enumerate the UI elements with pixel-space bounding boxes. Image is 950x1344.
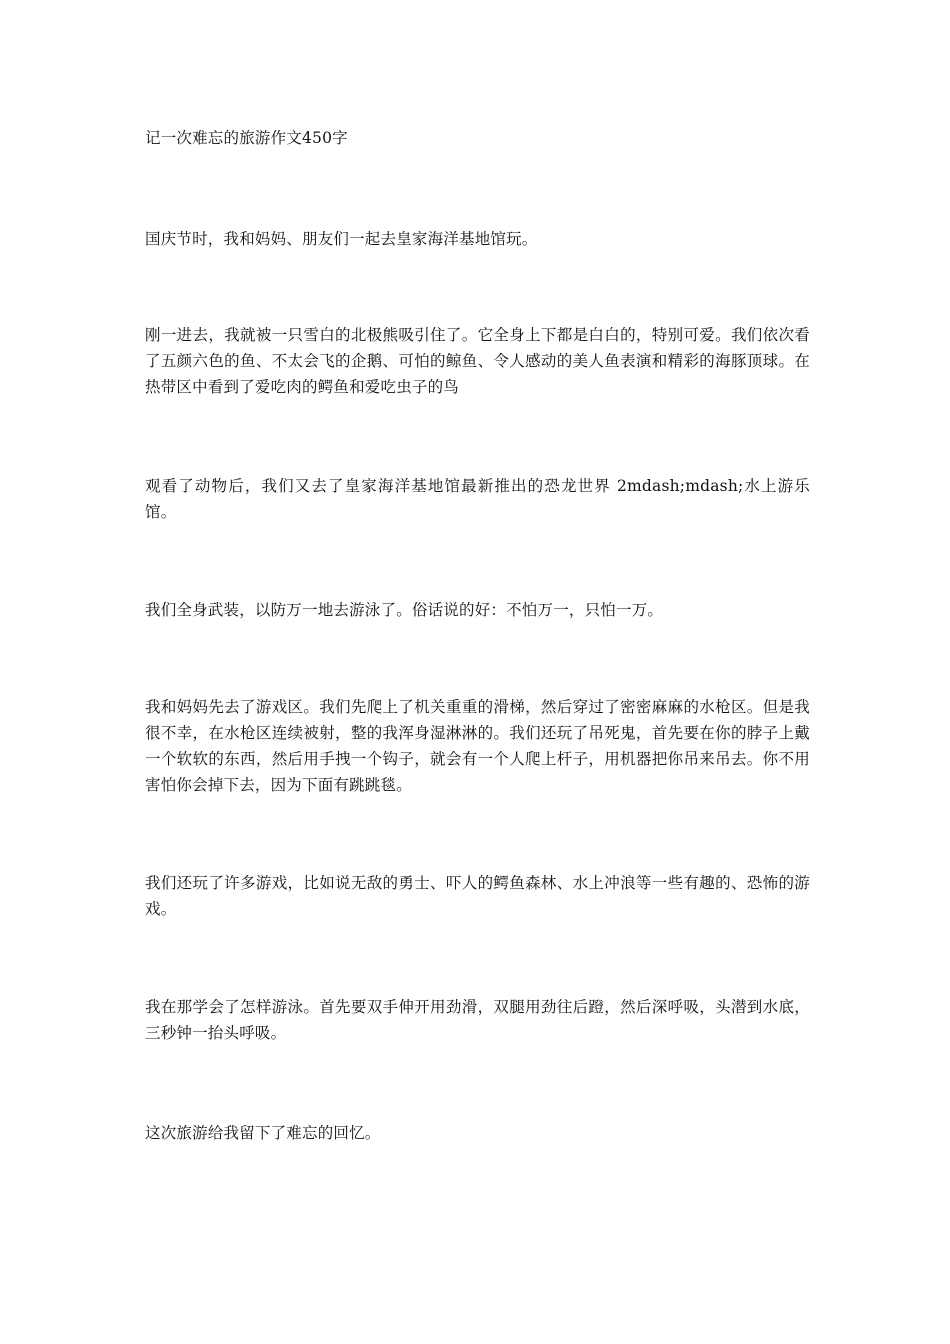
paragraph: 我们全身武装，以防万一地去游泳了。俗话说的好：不怕万一，只怕一万。 <box>145 601 664 619</box>
paragraph: 观看了动物后，我们又去了皇家海洋基地馆最新推出的恐龙世界 2mdash;mdash;水上游乐馆。 <box>145 477 810 521</box>
document-title: 记一次难忘的旅游作文450字 <box>145 129 348 147</box>
paragraph: 我和妈妈先去了游戏区。我们先爬上了机关重重的滑梯，然后穿过了密密麻麻的水枪区。但是我很不幸，在水枪区连续被射，整的我浑身湿淋淋的。我们还玩了吊死鬼，首先要在你的脖子上戴一个软软的东西，然后用手拽一个钩子，就会有一个人爬上杆子，用机器把你吊来吊去。你不用害怕你会掉下去，因为下面有跳跳毯。 <box>145 698 810 794</box>
paragraph: 我们还玩了许多游戏，比如说无敌的勇士、吓人的鳄鱼森林、水上冲浪等一些有趣的、恐怖的游戏。 <box>145 874 810 918</box>
paragraph: 刚一进去，我就被一只雪白的北极熊吸引住了。它全身上下都是白白的，特别可爱。我们依次看了五颜六色的鱼、不太会飞的企鹅、可怕的鲸鱼、令人感动的美人鱼表演和精彩的海豚顶球。在热带区中看到了爱吃肉的鳄鱼和爱吃虫子的鸟 <box>145 326 810 396</box>
paragraph: 国庆节时，我和妈妈、朋友们一起去皇家海洋基地馆玩。 <box>145 230 538 248</box>
paragraph: 我在那学会了怎样游泳。首先要双手伸开用劲滑，双腿用劲往后蹬，然后深呼吸，头潜到水底，三秒钟一抬头呼吸。 <box>145 998 810 1042</box>
paragraph: 这次旅游给我留下了难忘的回忆。 <box>145 1124 381 1142</box>
